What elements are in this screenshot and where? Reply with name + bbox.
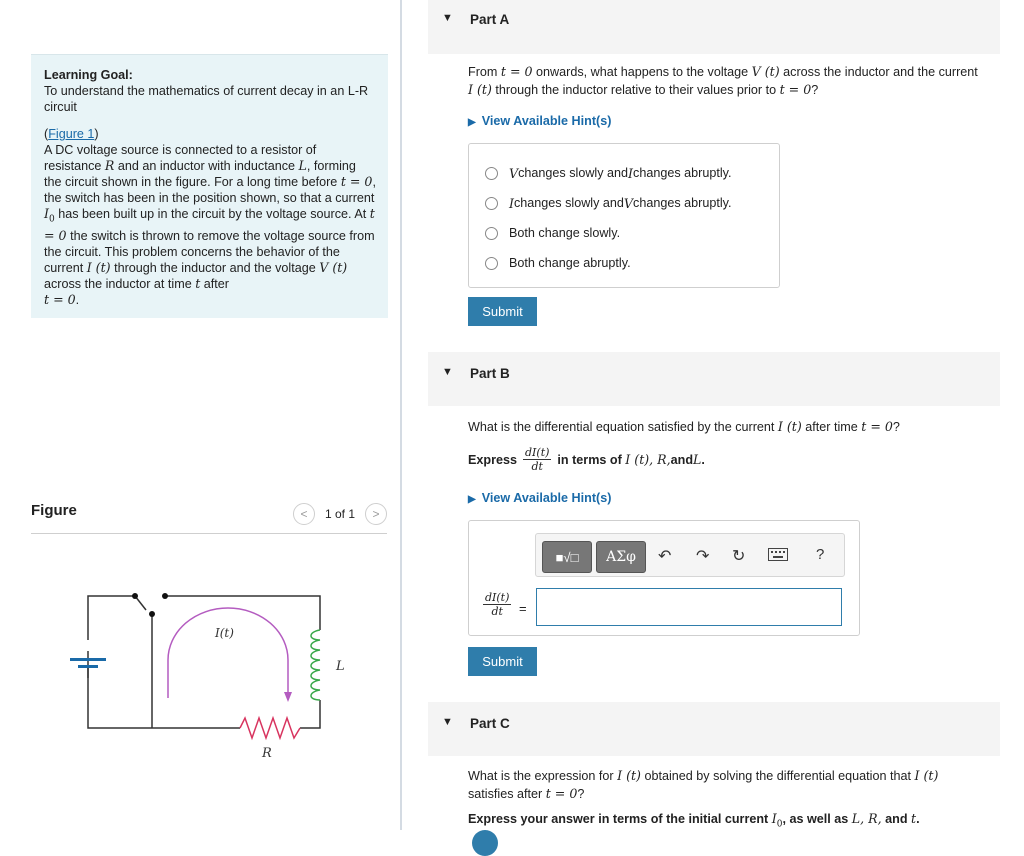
chevron-right-icon: >	[372, 507, 380, 521]
learning-goal-text: To understand the mathematics of current decay in an L-R circuit	[44, 84, 369, 114]
body-text: after	[200, 276, 229, 291]
body-text: through the inductor and the voltage	[110, 260, 320, 275]
collapse-triangle-icon: ▼	[442, 366, 453, 378]
var-t: t	[195, 275, 201, 291]
inductor	[311, 630, 320, 700]
var-i0: I	[771, 811, 777, 826]
wire-right	[300, 700, 320, 728]
learning-goal-title: Learning Goal:	[44, 68, 133, 82]
inductor-label: L	[336, 659, 345, 674]
expr-it: I (t)	[86, 259, 111, 275]
resistor-label: R	[262, 746, 272, 761]
choice-text: changes abruptly.	[633, 196, 732, 210]
expr-t0: t = 0	[861, 419, 893, 434]
switch-contact	[132, 593, 138, 599]
expr-t0: t = 0	[779, 82, 812, 97]
current-arrow	[168, 608, 288, 698]
expr-t0: t = 0	[44, 206, 375, 243]
part-b-express	[468, 446, 705, 473]
frac-den: dt	[531, 460, 543, 473]
choice-2[interactable]	[469, 188, 779, 218]
radio-button[interactable]	[485, 167, 498, 180]
body-text: has been built up in the circuit by the voltage source. At	[54, 207, 370, 221]
math-toolbar	[535, 533, 845, 577]
q-text: onwards, what happens to the voltage	[532, 65, 752, 79]
var-t: t	[911, 811, 917, 826]
triangle-right-icon: ▶	[468, 494, 476, 505]
part-b-hint-link[interactable]	[468, 491, 611, 505]
pager-text: 1 of 1	[324, 507, 355, 521]
greek-button[interactable]	[596, 541, 646, 573]
collapse-triangle-icon: ▼	[442, 716, 453, 728]
q-text: satisfies after	[468, 787, 546, 801]
redo-icon[interactable]: ↷	[696, 548, 710, 565]
var-l: L	[298, 158, 307, 173]
column-divider	[400, 0, 402, 830]
undo-icon[interactable]: ↶	[658, 548, 672, 565]
templates-button[interactable]	[542, 541, 592, 573]
prev-figure-button[interactable]	[293, 503, 315, 525]
q-text: ?	[892, 420, 900, 434]
choice-var: V	[623, 195, 634, 211]
circuit-diagram	[60, 580, 360, 770]
frac-den: dt	[491, 605, 503, 618]
var-r: R	[104, 158, 115, 173]
body-text: A DC voltage source is connected to a resistor of resistance	[44, 143, 317, 173]
collapse-triangle-icon: ▼	[442, 12, 453, 24]
q-text: What is the differential equation satisfied by the current	[468, 420, 778, 434]
expr-it: I (t)	[468, 82, 492, 97]
express-label: in terms of	[557, 452, 622, 467]
body-text: , forming the circuit shown in the figure. For a long time before	[44, 159, 356, 189]
express-label: and	[670, 452, 694, 467]
expr-t0: t = 0	[545, 786, 578, 801]
frac-num: dI(t)	[525, 446, 550, 459]
var-i0-sub: 0	[48, 214, 55, 225]
lhs-fraction	[483, 591, 511, 618]
q-text: obtained by solving the differential equation that	[640, 769, 915, 783]
chevron-left-icon: <	[300, 507, 308, 521]
choice-text: changes abruptly.	[633, 166, 732, 180]
keyboard-icon[interactable]	[768, 548, 788, 566]
equals-sign: =	[519, 601, 527, 616]
current-arrow-head	[284, 692, 292, 702]
expr-it: I (t)	[777, 419, 802, 434]
q-text: across the inductor and the current	[779, 65, 978, 79]
choice-text: changes slowly and	[518, 166, 629, 180]
part-c-question	[468, 767, 968, 803]
learning-goal-panel	[31, 54, 388, 318]
expr-t0: t = 0	[500, 64, 533, 79]
var-l: L	[693, 451, 702, 467]
choice-text: Both change slowly.	[509, 226, 621, 240]
var-i0-sub: 0	[776, 819, 783, 830]
express-vars: I (t), R,	[625, 451, 671, 467]
partial-toolbar-icon	[472, 830, 498, 856]
wire-top	[165, 596, 320, 630]
sqrt-template-icon: ■√□	[555, 549, 579, 565]
body-text: across the inductor at time	[44, 276, 196, 291]
greek-label: AΣφ	[606, 549, 636, 565]
hint-label: View Available Hint(s)	[481, 491, 612, 505]
express-label: , as well as	[782, 812, 852, 826]
q-text: after time	[801, 420, 862, 434]
switch-contact	[162, 593, 168, 599]
help-icon[interactable]: ?	[816, 546, 825, 563]
q-text: ?	[811, 83, 819, 97]
choice-4[interactable]	[469, 248, 779, 278]
battery	[70, 640, 106, 678]
expr-vt: V (t)	[751, 64, 780, 79]
express-label: .	[916, 812, 920, 826]
q-text: What is the expression for	[468, 769, 618, 783]
part-b-answer-box	[468, 520, 860, 636]
triangle-right-icon: ▶	[468, 117, 476, 128]
part-c-header[interactable]	[428, 702, 1000, 756]
part-b-header[interactable]	[428, 352, 1000, 406]
part-a-submit-button[interactable]: Submit	[468, 297, 537, 326]
expr-t0: t = 0	[44, 291, 76, 307]
figure-pager	[293, 503, 387, 525]
radio-button[interactable]	[485, 227, 498, 240]
resistor	[240, 718, 300, 738]
answer-input[interactable]	[536, 588, 842, 626]
express-vars: L, R,	[851, 811, 882, 826]
express-label: Express	[468, 452, 518, 467]
reset-icon[interactable]: ↻	[732, 548, 746, 565]
express-label: Express your answer in terms of the initial current	[468, 812, 772, 826]
q-text: From	[468, 65, 501, 79]
fraction-di-dt	[523, 446, 551, 473]
choice-var: V	[509, 165, 519, 181]
switch-contact	[149, 611, 155, 617]
part-b-submit-button[interactable]: Submit	[468, 647, 537, 676]
choice-3[interactable]	[469, 218, 779, 248]
part-a-title: Part A	[470, 12, 510, 27]
choice-1[interactable]	[469, 158, 779, 188]
q-text: through the inductor relative to their values prior to	[491, 83, 780, 97]
body-text: , the switch has been in the position shown, so that a current	[44, 175, 376, 205]
var-i0: I	[44, 206, 49, 221]
wire-left-loop	[88, 596, 152, 728]
body-text: .	[75, 292, 80, 307]
choice-text: changes slowly and	[513, 196, 624, 210]
figure-link[interactable]: Figure 1	[48, 127, 95, 141]
choice-text: Both change abruptly.	[509, 256, 631, 270]
figure-title: Figure	[31, 502, 77, 519]
express-label: and	[881, 812, 912, 826]
part-b-title: Part B	[470, 366, 510, 381]
radio-button[interactable]	[485, 257, 498, 270]
learning-goal-body: (Figure 1) A DC voltage source is connected to a resistor of resistance R and an inductor with inductance L, forming the circuit shown in the figure. For a long time before t = 0, the switch has been in the position shown, so that a current $I_0$ has been built up in the circuit by the voltage source. At t = 0 the switch is thrown to remove the voltage source from the circuit. This problem concerns the behavior of the current I (t) through the inductor and the voltage V (t) across the inductor at time t after t = 0.	[44, 127, 376, 307]
body-text: and an inductor with inductance	[114, 159, 299, 173]
express-label: .	[701, 452, 705, 467]
current-label: I(t)	[215, 626, 234, 640]
part-a-choices	[468, 143, 780, 288]
part-c-express	[468, 810, 920, 834]
part-a-question	[468, 63, 1008, 99]
frac-num: dI(t)	[485, 591, 510, 604]
q-text: ?	[577, 787, 585, 801]
expr-it: I (t)	[617, 768, 641, 783]
expr-vt: V (t)	[319, 259, 348, 275]
expr-t0: t = 0	[340, 174, 373, 189]
hint-label: View Available Hint(s)	[481, 114, 612, 128]
part-c-title: Part C	[470, 716, 510, 731]
figure-header	[31, 498, 387, 534]
part-a-header[interactable]	[428, 0, 1000, 54]
radio-button[interactable]	[485, 197, 498, 210]
choice-var: I	[628, 165, 634, 181]
part-b-question	[468, 418, 900, 436]
choice-var: I	[509, 195, 514, 211]
next-figure-button[interactable]	[365, 503, 387, 525]
expr-it: I (t)	[914, 768, 939, 783]
body-text: the switch is thrown to remove the voltage source from the circuit. This problem concerns the behavior of the current	[44, 228, 375, 275]
part-a-hint-link[interactable]	[468, 114, 611, 128]
